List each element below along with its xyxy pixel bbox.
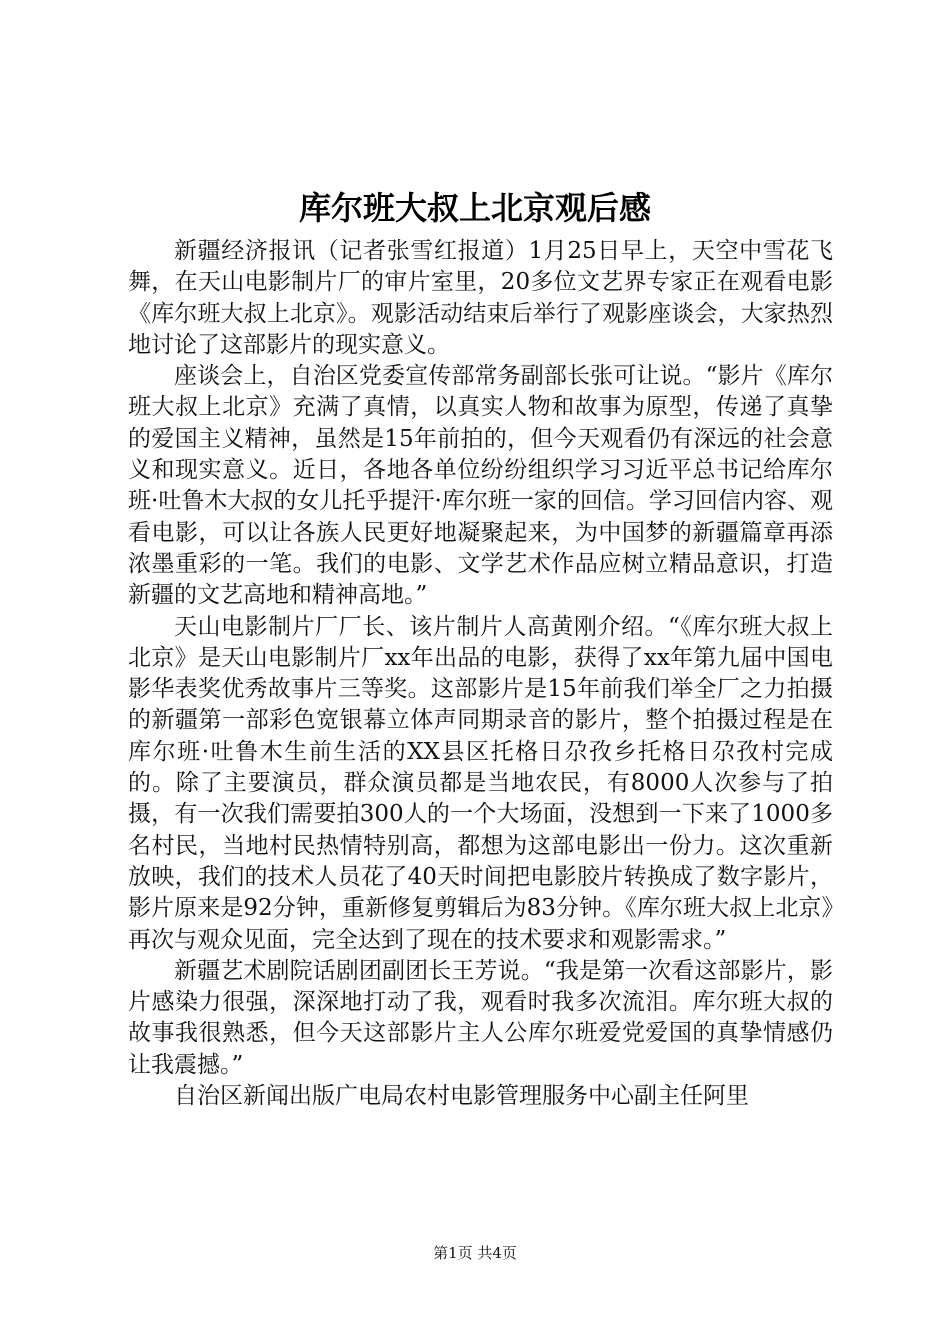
document-title: 库尔班大叔上北京观后感 (298, 189, 651, 227)
document-body (128, 236, 833, 1112)
paragraph: 新疆经济报讯（记者张雪红报道）1月25日早上，天空中雪花飞舞，在天山电影制片厂的审片室里，20多位文艺界专家正在观看电影《库尔班大叔上北京》。观影活动结束后举行了观影座谈会，大家热烈地讨论了这部影片的现实意义。 (128, 238, 833, 358)
paragraph: 自治区新闻出版广电局农村电影管理服务中心副主任阿里 (174, 1083, 749, 1110)
paragraph: 座谈会上，自治区党委宣传部常务副部长张可让说。“影片《库尔班大叔上北京》充满了真情，以真实人物和故事为原型，传递了真挚的爱国主义精神，虽然是15年前拍的，但今天观看仍有深远的社会意义和现实意义。近日，各地各单位纷纷组织学习习近平总书记给库尔班·吐鲁木大叔的女儿托乎提汗·库尔班一家的回信。学习回信内容、观看电影，可以让各族人民更好地凝聚起来，为中国梦的新疆篇章再添浓墨重彩的一笔。我们的电影、文学艺术作品应树立精品意识，打造新疆的文艺高地和精神高地。” (128, 363, 833, 609)
paragraph: 天山电影制片厂厂长、该片制片人高黄刚介绍。“《库尔班大叔上北京》是天山电影制片厂xx年出品的电影，获得了xx年第九届中国电影华表奖优秀故事片三等奖。这部影片是15年前我们举全厂之力拍摄的新疆第一部彩色宽银幕立体声同期录音的影片，整个拍摄过程是在库尔班·吐鲁木生前生活的XX县区托格日尕孜乡托格日尕孜村完成的。除了主要演员，群众演员都是当地农民，有8000人次参与了拍摄，有一次我们需要拍300人的一个大场面，没想到一下来了1000多名村民，当地村民热情特别高，都想为这部电影出一份力。这次重新放映，我们的技术人员花了40天时间把电影胶片转换成了数字影片，影片原来是92分钟，重新修复剪辑后为83分钟。《库尔班大叔上北京》再次与观众见面，完全达到了现在的技术要求和观影需求。” (128, 613, 833, 953)
page-number-footer: 第1页 共4页 (433, 1244, 517, 1262)
paragraph: 新疆艺术剧院话剧团副团长王芳说。“我是第一次看这部影片，影片感染力很强，深深地打动了我，观看时我多次流泪。库尔班大叔的故事我很熟悉，但今天这部影片主人公库尔班爱党爱国的真挚情感仍让我震撼。” (128, 957, 833, 1078)
